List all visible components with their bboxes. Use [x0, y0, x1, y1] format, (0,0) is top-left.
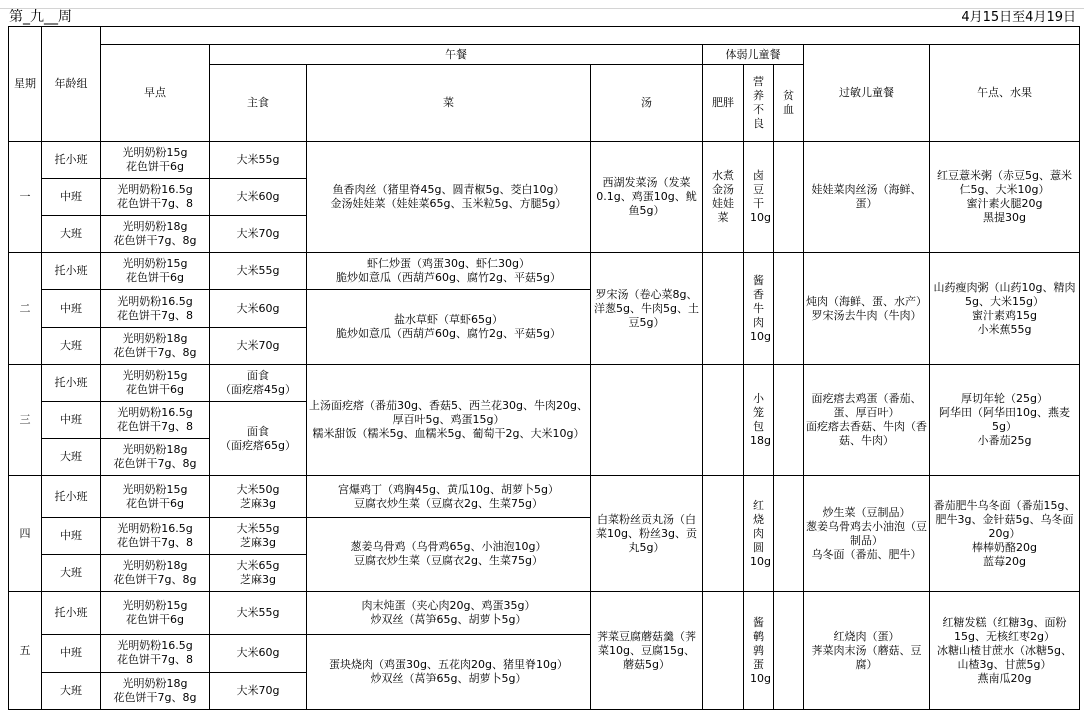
soup-cell: 西湖发菜汤（发菜0.1g、鸡蛋10g、鱿鱼5g）	[591, 141, 703, 253]
snack-cell: 番茄肥牛乌冬面（番茄15g、肥牛3g、金针菇5g、乌冬面20g） 棒棒奶酪20g 蓝莓20g	[930, 476, 1080, 592]
breakfast-cell: 光明奶粉18g 花色饼干7g、8g	[101, 327, 210, 364]
snack-cell: 红糖发糕（红糖3g、面粉15g、无核红枣2g） 冰糖山楂甘蔗水（冰糖5g、山楂3g、甘蔗5g） 燕南瓜20g	[930, 592, 1080, 710]
anemia-cell	[774, 141, 804, 253]
day-label: 四	[9, 476, 42, 592]
obese-cell	[703, 592, 744, 710]
allergy-cell: 炖肉（海鲜、蛋、水产） 罗宋汤去牛肉（牛肉）	[804, 253, 930, 365]
anemia-cell	[774, 253, 804, 365]
malnutrition-cell: 酱香牛肉10g	[744, 253, 774, 365]
breakfast-cell: 光明奶粉16.5g 花色饼干7g、8	[101, 402, 210, 439]
header-snack: 午点、水果	[930, 45, 1080, 142]
breakfast-cell: 光明奶粉15g 花色饼干6g	[101, 141, 210, 178]
breakfast-cell: 光明奶粉18g 花色饼干7g、8g	[101, 439, 210, 476]
staple-cell: 大米50g 芝麻3g	[210, 476, 307, 517]
date-range: 4月15日至4月19日	[961, 10, 1076, 25]
allergy-cell: 娃娃菜肉丝汤（海鲜、蛋）	[804, 141, 930, 253]
snack-cell: 厚切年轮（25g） 阿华田（阿华田10g、燕麦5g） 小番茄25g	[930, 364, 1080, 476]
breakfast-cell: 光明奶粉18g 花色饼干7g、8g	[101, 554, 210, 591]
header-weekday: 星期	[9, 27, 42, 142]
allergy-cell: 炒生菜（豆制品） 葱姜乌骨鸡去小油泡（豆制品） 乌冬面（番茄、肥牛）	[804, 476, 930, 592]
allergy-cell: 面疙瘩去鸡蛋（番茄、蛋、厚百叶） 面疙瘩去香菇、牛肉（香菇、牛肉）	[804, 364, 930, 476]
age-group-cell: 托小班	[42, 364, 101, 401]
soup-cell: 荠菜豆腐蘑菇羹（荠菜10g、豆腐15g、蘑菇5g）	[591, 592, 703, 710]
breakfast-cell: 光明奶粉18g 花色饼干7g、8g	[101, 216, 210, 253]
age-group-cell: 中班	[42, 178, 101, 215]
age-group-cell: 中班	[42, 517, 101, 554]
header-malnutrition: 营养不良	[744, 65, 774, 141]
staple-cell: 大米55g	[210, 141, 307, 178]
spreadsheet-top-edge	[0, 0, 1084, 9]
staple-cell: 大米70g	[210, 216, 307, 253]
obese-cell	[703, 476, 744, 592]
staple-cell: 大米60g	[210, 290, 307, 327]
breakfast-cell: 光明奶粉18g 花色饼干7g、8g	[101, 672, 210, 709]
dish-cell: 鱼香肉丝（猪里脊45g、圆青椒5g、茭白10g） 金汤娃娃菜（娃娃菜65g、玉米粒5g、方腿5g）	[307, 141, 591, 253]
weekly-menu-table	[8, 26, 1080, 710]
staple-cell: 大米60g	[210, 635, 307, 672]
staple-cell: 大米55g	[210, 592, 307, 635]
header-anemia: 贫血	[774, 65, 804, 141]
breakfast-cell: 光明奶粉15g 花色饼干6g	[101, 253, 210, 290]
staple-cell: 面食 （面疙瘩45g）	[210, 364, 307, 401]
obese-cell: 水煮金汤娃娃菜	[703, 141, 744, 253]
staple-cell: 大米70g	[210, 672, 307, 709]
obese-cell	[703, 364, 744, 476]
age-group-cell: 中班	[42, 402, 101, 439]
header-dish: 菜	[307, 65, 591, 141]
header-soup: 汤	[591, 65, 703, 141]
malnutrition-cell: 红烧肉圆10g	[744, 476, 774, 592]
breakfast-cell: 光明奶粉15g 花色饼干6g	[101, 476, 210, 517]
soup-cell	[591, 364, 703, 476]
age-group-cell: 中班	[42, 635, 101, 672]
age-group-cell: 大班	[42, 672, 101, 709]
age-group-cell: 大班	[42, 439, 101, 476]
soup-cell: 罗宋汤（卷心菜8g、洋葱5g、牛肉5g、土豆5g）	[591, 253, 703, 365]
breakfast-cell: 光明奶粉15g 花色饼干6g	[101, 592, 210, 635]
anemia-cell	[774, 476, 804, 592]
snack-cell: 山药瘦肉粥（山药10g、精肉5g、大米15g） 蜜汁素鸡15g 小米蕉55g	[930, 253, 1080, 365]
header-lunch: 午餐	[210, 45, 703, 65]
header-age-group: 年龄组	[42, 27, 101, 142]
breakfast-cell: 光明奶粉15g 花色饼干6g	[101, 364, 210, 401]
dish-cell: 蛋块烧肉（鸡蛋30g、五花肉20g、猪里脊10g） 炒双丝（莴笋65g、胡萝卜5g）	[307, 635, 591, 710]
dish-cell: 上汤面疙瘩（番茄30g、香菇5、西兰花30g、牛肉20g、厚百叶5g、鸡蛋15g） 糯米甜饭（糯米5g、血糯米5g、葡萄干2g、大米10g）	[307, 364, 591, 476]
age-group-cell: 托小班	[42, 141, 101, 178]
obese-cell	[703, 253, 744, 365]
breakfast-cell: 光明奶粉16.5g 花色饼干7g、8	[101, 290, 210, 327]
malnutrition-cell: 酱鹌鹑蛋10g	[744, 592, 774, 710]
staple-cell: 大米60g	[210, 178, 307, 215]
age-group-cell: 大班	[42, 216, 101, 253]
dish-cell: 盐水草虾（草虾65g） 脆炒如意瓜（西葫芦60g、腐竹2g、平菇5g）	[307, 290, 591, 364]
header-breakfast: 早点	[101, 45, 210, 142]
malnutrition-cell: 卤豆干10g	[744, 141, 774, 253]
day-label: 一	[9, 141, 42, 253]
anemia-cell	[774, 364, 804, 476]
day-label: 二	[9, 253, 42, 365]
staple-cell: 大米70g	[210, 327, 307, 364]
anemia-cell	[774, 592, 804, 710]
header-blank-row	[101, 27, 1080, 45]
malnutrition-cell: 小笼包18g	[744, 364, 774, 476]
staple-cell: 面食 （面疙瘩65g）	[210, 402, 307, 476]
header-allergy: 过敏儿童餐	[804, 45, 930, 142]
dish-cell: 宫爆鸡丁（鸡胸45g、黄瓜10g、胡萝卜5g） 豆腐衣炒生菜（豆腐衣2g、生菜75g）	[307, 476, 591, 517]
age-group-cell: 托小班	[42, 253, 101, 290]
day-label: 五	[9, 592, 42, 710]
age-group-cell: 大班	[42, 327, 101, 364]
breakfast-cell: 光明奶粉16.5g 花色饼干7g、8	[101, 635, 210, 672]
day-label: 三	[9, 364, 42, 476]
age-group-cell: 大班	[42, 554, 101, 591]
header-obese: 肥胖	[703, 65, 744, 141]
header-staple: 主食	[210, 65, 307, 141]
dish-cell: 葱姜乌骨鸡（乌骨鸡65g、小油泡10g） 豆腐衣炒生菜（豆腐衣2g、生菜75g）	[307, 517, 591, 591]
age-group-cell: 托小班	[42, 592, 101, 635]
dish-cell: 虾仁炒蛋（鸡蛋30g、虾仁30g） 脆炒如意瓜（西葫芦60g、腐竹2g、平菇5g）	[307, 253, 591, 290]
breakfast-cell: 光明奶粉16.5g 花色饼干7g、8	[101, 517, 210, 554]
breakfast-cell: 光明奶粉16.5g 花色饼干7g、8	[101, 178, 210, 215]
age-group-cell: 托小班	[42, 476, 101, 517]
page-title: 第_九__周	[9, 9, 72, 25]
allergy-cell: 红烧肉（蛋） 荠菜肉末汤（蘑菇、豆腐）	[804, 592, 930, 710]
staple-cell: 大米55g	[210, 253, 307, 290]
dish-cell: 肉末炖蛋（夹心肉20g、鸡蛋35g） 炒双丝（莴笋65g、胡萝卜5g）	[307, 592, 591, 635]
soup-cell: 白菜粉丝贡丸汤（白菜10g、粉丝3g、贡丸5g）	[591, 476, 703, 592]
header-weak-children: 体弱儿童餐	[703, 45, 804, 65]
age-group-cell: 中班	[42, 290, 101, 327]
staple-cell: 大米55g 芝麻3g	[210, 517, 307, 554]
staple-cell: 大米65g 芝麻3g	[210, 554, 307, 591]
snack-cell: 红豆薏米粥（赤豆5g、薏米仁5g、大米10g） 蜜汁素火腿20g 黑提30g	[930, 141, 1080, 253]
